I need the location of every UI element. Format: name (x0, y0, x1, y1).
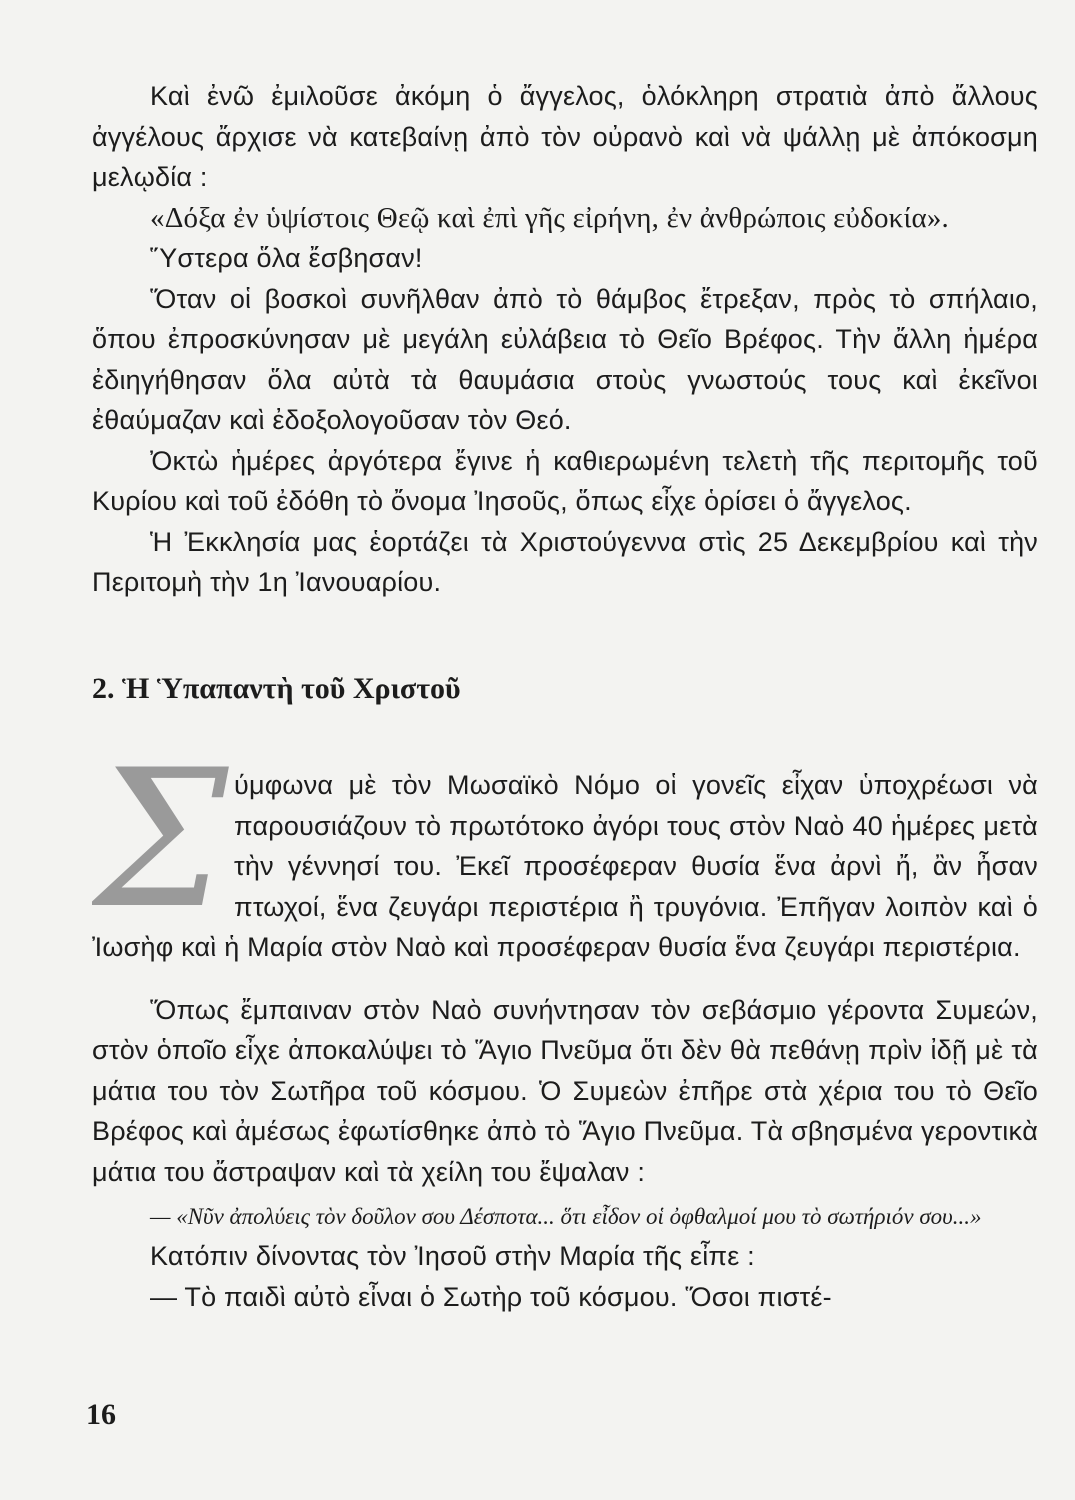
section-heading: 2. Ἡ Ὑπαπαντὴ τοῦ Χριστοῦ (92, 672, 461, 705)
top-text-block (92, 76, 1038, 603)
section-body (92, 765, 1038, 1317)
paragraph-angels: Καὶ ἐνῶ ἐμιλοῦσε ἀκόμη ὁ ἄγγελος, ὁλόκληρη στρατιὰ ἀπὸ ἄλλους ἀγγέλους ἄρχισε νὰ κατεβαίνῃ ἀπὸ τὸν οὐρανὸ καὶ νὰ ψάλλῃ μὲ ἀπόκοσμη μελῳδία : (92, 81, 1038, 192)
paragraph-everything-vanished: Ὕστερα ὅλα ἔσβησαν! (150, 243, 423, 273)
dropcap-letter: Σ (93, 765, 229, 925)
paragraph-doxa-hymn: «Δόξα ἐν ὑψίστοις Θεῷ καὶ ἐπὶ γῆς εἰρήνη, ἐν ἀνθρώποις εὐδοκία». (150, 201, 949, 234)
quote-nunc-dimittis: — «Νῦν ἀπολύεις τὸν δοῦλον σου Δέσποτα... ὅτι εἶδον οἱ ὀφθαλμοί μου τὸ σωτήριόν σου...» (150, 1204, 982, 1229)
paragraph-shepherds: Ὅταν οἱ βοσκοὶ συνῆλθαν ἀπὸ τὸ θάμβος ἔτρεξαν, πρὸς τὸ σπήλαιο, ὅπου ἐπροσκύνησαν μὲ μεγάλη εὐλάβεια τὸ Θεῖο Βρέφος. Τὴν ἄλλη ἡμέρα ἐδιηγήθησαν ὅλα αὐτὰ τὰ θαυμάσια στοὺς γνωστούς τους καὶ ἐκεῖνοι ἐθαύμαζαν καὶ ἐδοξολογοῦσαν τὸν Θεό. (92, 283, 1038, 435)
paragraph-simeon: Ὅπως ἔμπαιναν στὸν Ναὸ συνήντησαν τὸν σεβάσμιο γέροντα Συμεών, στὸν ὁποῖο εἶχε ἀποκαλύψει τὸ Ἅγιο Πνεῦμα ὅτι δὲν θὰ πεθάνῃ πρὶν ἰδῇ μὲ τὰ μάτια του τὸν Σωτῆρα τοῦ κόσμου. Ὁ Συμεὼν ἐπῆρε στὰ χέρια του τὸ Θεῖο Βρέφος καὶ ἀμέσως ἐφωτίσθηκε ἀπὸ τὸ Ἅγιο Πνεῦμα. Τὰ σβησμένα γεροντικὰ μάτια του ἄστραψαν καὶ τὰ χείλη του ἔψαλαν : (92, 994, 1038, 1187)
paragraph-circumcision: Ὀκτὼ ἡμέρες ἀργότερα ἔγινε ἡ καθιερωμένη τελετὴ τῆς περιτομῆς τοῦ Κυρίου καὶ τοῦ ἐδόθη τὸ ὄνομα Ἰησοῦς, ὅπως εἶχε ὁρίσει ὁ ἄγγελος. (92, 445, 1038, 516)
paragraph-savior: — Τὸ παιδὶ αὐτὸ εἶναι ὁ Σωτὴρ τοῦ κόσμου. Ὅσοι πιστέ- (150, 1281, 832, 1312)
page-number: 16 (86, 1398, 116, 1431)
paragraph-to-mary: Κατόπιν δίνοντας τὸν Ἰησοῦ στὴν Μαρία τῆς εἶπε : (150, 1241, 755, 1271)
paragraph-church-feasts: Ἡ Ἐκκλησία μας ἑορτάζει τὰ Χριστούγεννα στὶς 25 Δεκεμβρίου καὶ τὴν Περιτομὴ τὴν 1η Ἰανουαρίου. (92, 526, 1038, 597)
paragraph-mosaic-law: ύμφωνα μὲ τὸν Μωσαϊκὸ Νόμο οἱ γονεῖς εἶχαν ὑποχρέωσι νὰ παρουσιάζουν τὸ πρωτότοκο ἀγόρι τους στὸν Ναὸ 40 ἡμέρες μετὰ τὴν γέννησί του. Ἐκεῖ προσέφεραν θυσία ἕνα ἀρνὶ ἤ, ἂν ἦσαν πτωχοί, ἕνα ζευγάρι περιστέρια ἢ τρυγόνια. Ἐπῆγαν λοιπὸν καὶ ὁ Ἰωσὴφ καὶ ἡ Μαρία στὸν Ναὸ καὶ προσέφεραν θυσία ἕνα ζευγάρι περιστέρια. (92, 770, 1038, 962)
